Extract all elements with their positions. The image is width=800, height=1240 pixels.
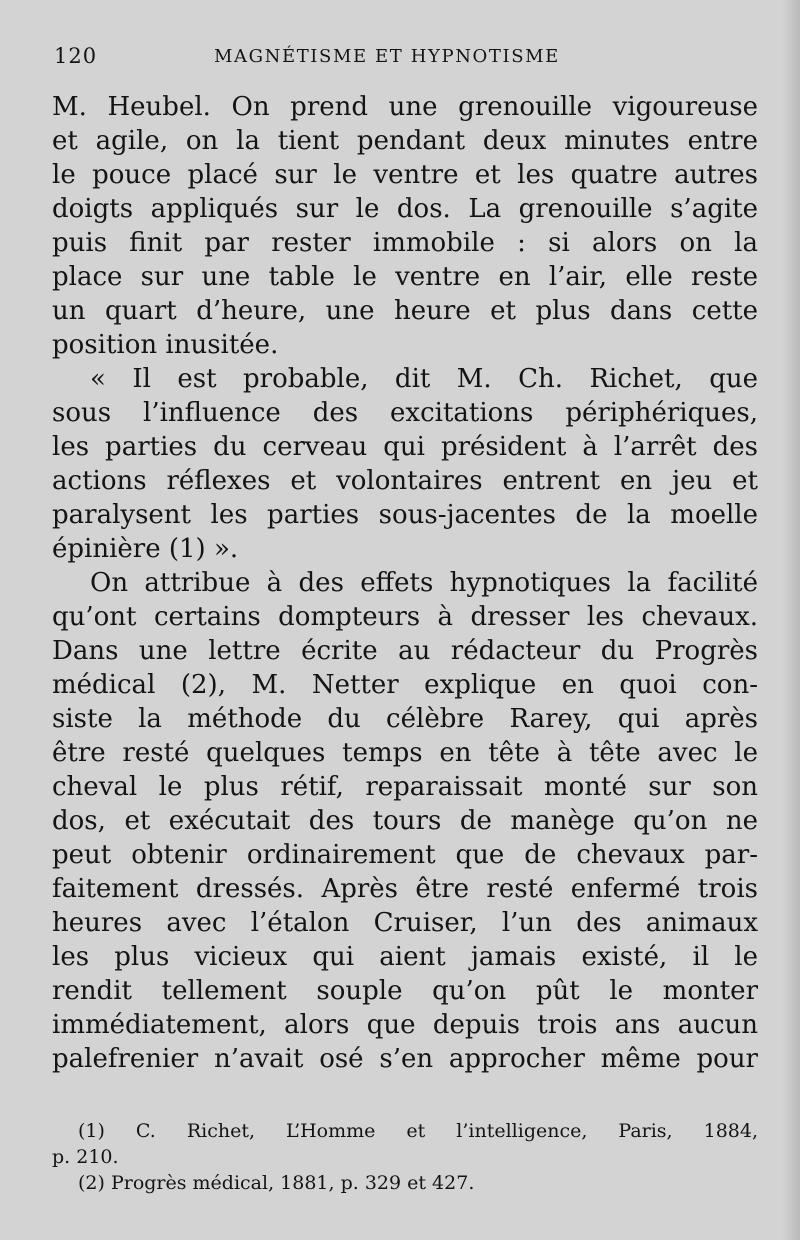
text-line: qu’ont certains dompteurs à dresser les chevaux.: [52, 602, 758, 632]
text-line: Dans une lettre écrite au rédacteur du Progrès: [52, 636, 758, 666]
text-line: être resté quelques temps en tête à tête avec le: [52, 738, 758, 768]
text-line: « Il est probable, dit M. Ch. Richet, que: [90, 364, 758, 394]
text-line: siste la méthode du célèbre Rarey, qui après: [52, 704, 758, 734]
footnotes: [52, 1118, 758, 1196]
text-line: immédiatement, alors que depuis trois ans aucun: [52, 1010, 758, 1040]
text-line: épinière (1) ».: [52, 534, 239, 564]
text-line: position inusitée.: [52, 330, 279, 360]
text-line: un quart d’heure, une heure et plus dans cette: [52, 296, 758, 326]
text-line: doigts appliqués sur le dos. La grenouille s’agite: [52, 194, 758, 224]
text-line: sous l’influence des excitations périphériques,: [52, 398, 758, 428]
text-line: rendit tellement souple qu’on pût le monter: [52, 976, 758, 1006]
running-head: [54, 44, 754, 74]
text-line: place sur une table le ventre en l’air, elle reste: [52, 262, 758, 292]
text-line: peut obtenir ordinairement que de chevaux par-: [52, 840, 758, 870]
page-number: 120: [54, 44, 98, 68]
text-line: les parties du cerveau qui président à l’arrêt des: [52, 432, 758, 462]
text-line: cheval le plus rétif, reparaissait monté sur son: [52, 772, 758, 802]
text-line: dos, et exécutait des tours de manège qu’on ne: [52, 806, 758, 836]
text-line: les plus vicieux qui aient jamais existé, il le: [52, 942, 758, 972]
footnote-line: (2) Progrès médical, 1881, p. 329 et 427.: [78, 1172, 475, 1194]
text-line: et agile, on la tient pendant deux minutes entre: [52, 126, 758, 156]
text-line: actions réflexes et volontaires entrent en jeu et: [52, 466, 758, 496]
footnote-line: (1) C. Richet, L’Homme et l’intelligence, Paris, 1884,: [78, 1120, 758, 1142]
body-text: [52, 90, 758, 1076]
text-line: paralysent les parties sous-jacentes de la moelle: [52, 500, 758, 530]
text-line: le pouce placé sur le ventre et les quatre autres: [52, 160, 758, 190]
text-line: médical (2), M. Netter explique en quoi con-: [52, 670, 758, 700]
text-line: M. Heubel. On prend une grenouille vigoureuse: [52, 92, 758, 122]
running-title: MAGNÉTISME ET HYPNOTISME: [214, 46, 560, 67]
text-line: heures avec l’étalon Cruiser, l’un des animaux: [52, 908, 758, 938]
text-line: On attribue à des effets hypnotiques la facilité: [90, 568, 758, 598]
text-line: palefrenier n’avait osé s’en approcher même pour: [52, 1044, 758, 1074]
footnote-line: p. 210.: [52, 1146, 119, 1168]
text-line: puis finit par rester immobile : si alors on la: [52, 228, 758, 258]
text-line: faitement dressés. Après être resté enfermé trois: [52, 874, 758, 904]
